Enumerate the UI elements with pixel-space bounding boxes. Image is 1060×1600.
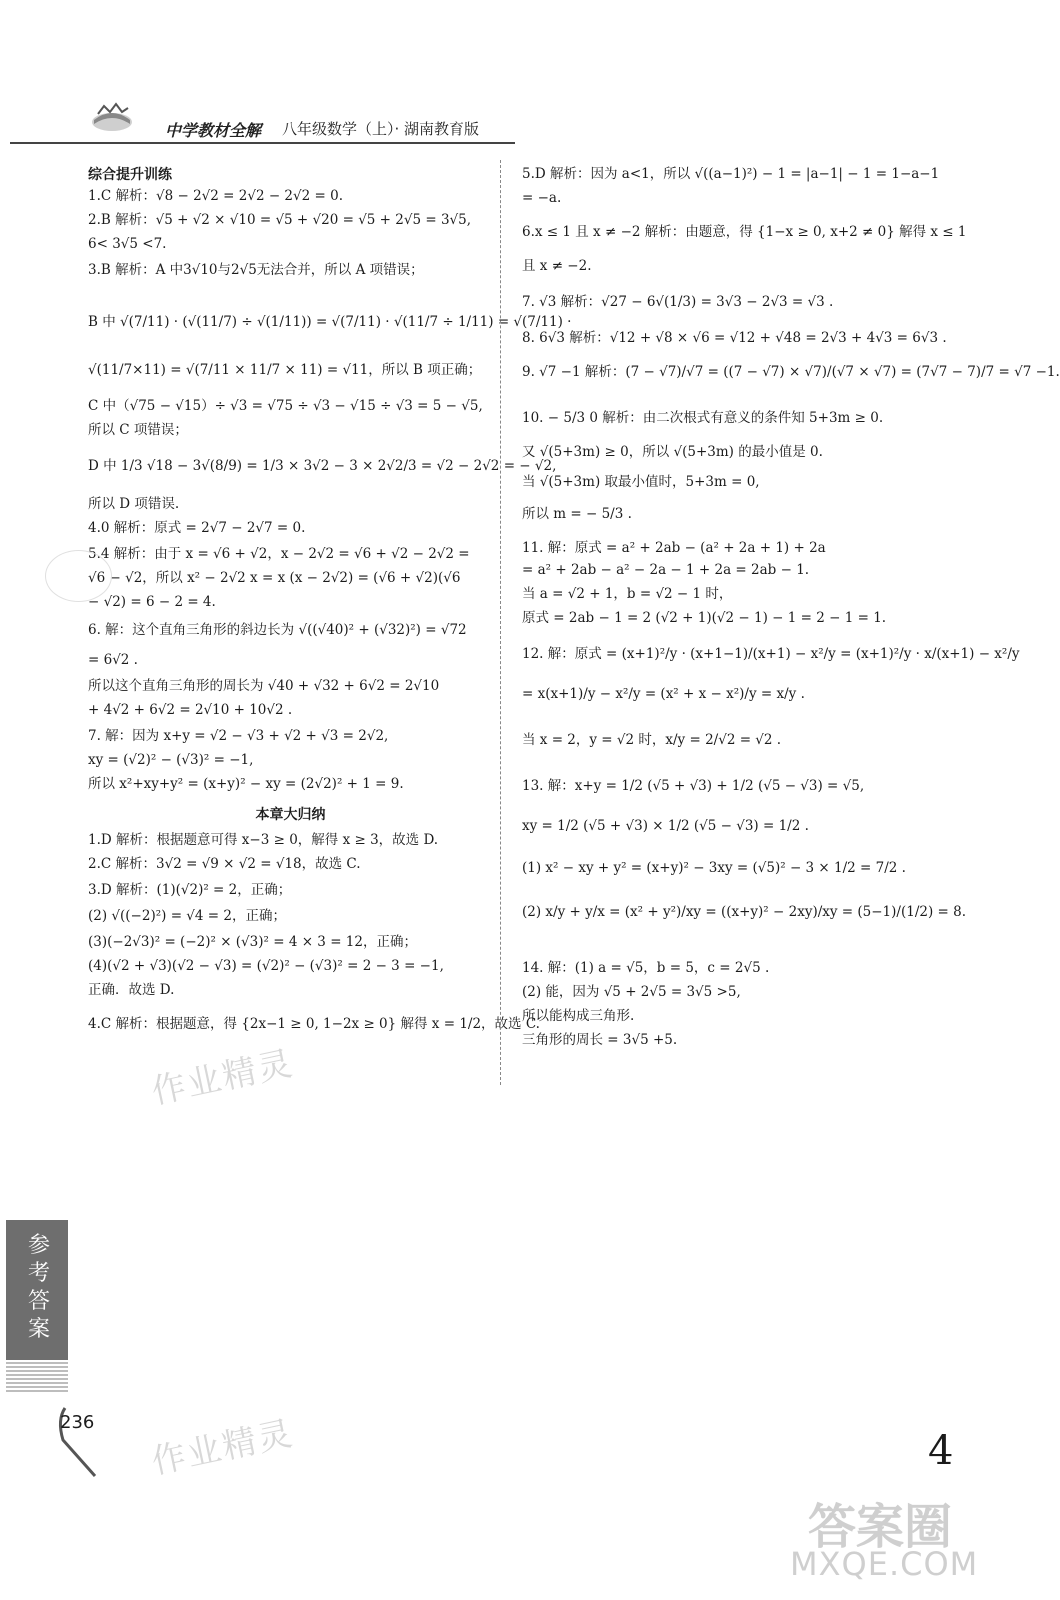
answer-line: D 中 1/3 √18 − 3√(8/9) = 1/3 × 3√2 − 3 × 2√2/3 = √2 − 2√2 = − √2, bbox=[88, 458, 557, 474]
site-watermark-url: MXQE.COM bbox=[790, 1545, 979, 1583]
answer-line: 所以 D 项错误. bbox=[88, 496, 180, 512]
tab-stripes bbox=[6, 1362, 68, 1392]
answer-line: (2) 能，因为 √5 + 2√5 = 3√5 >5, bbox=[522, 984, 741, 1000]
answer-line: = 6√2 . bbox=[88, 652, 138, 668]
answer-line: 8. 6√3 解析：√12 + √8 × √6 = √12 + √48 = 2√3 + 4√3 = 6√3 . bbox=[522, 330, 947, 346]
section-title: 本章大归纳 bbox=[255, 807, 326, 823]
answer-line: (2) √((−2)²) = √4 = 2，正确； bbox=[88, 908, 286, 924]
reference-answer-tab bbox=[6, 1220, 68, 1360]
answer-line: xy = 1/2 (√5 + √3) × 1/2 (√5 − √3) = 1/2 . bbox=[522, 818, 809, 834]
answer-line: (4)(√2 + √3)(√2 − √3) = (√2)² − (√3)² = 2 − 3 = −1, bbox=[88, 958, 444, 974]
answer-line: 当 x = 2，y = √2 时，x/y = 2/√2 = √2 . bbox=[522, 732, 782, 748]
answer-line: 所以能构成三角形. bbox=[522, 1008, 635, 1024]
faint-stamp bbox=[45, 550, 112, 602]
answer-line: 9. √7 −1 解析：(7 − √7)/√7 = ((7 − √7) × √7)/(√7 × √7) = (7√7 − 7)/7 = √7 −1. bbox=[522, 364, 1060, 380]
column-divider bbox=[500, 160, 501, 1085]
answer-line: 2.C 解析：3√2 = √9 × √2 = √18，故选 C. bbox=[88, 856, 361, 872]
answer-line: 4.C 解析：根据题意，得 {2x−1 ≥ 0, 1−2x ≥ 0} 解得 x = 1/2，故选 C. bbox=[88, 1016, 540, 1032]
answer-line: 三角形的周长 = 3√5 +5. bbox=[522, 1032, 678, 1048]
site-watermark: 答案圈 bbox=[808, 1499, 953, 1555]
answer-line: C 中（√75 − √15）÷ √3 = √75 ÷ √3 − √15 ÷ √3 = 5 − √5, bbox=[88, 398, 483, 414]
answer-line: 所以 m = − 5/3 . bbox=[522, 506, 632, 522]
answer-line: 3.B 解析：A 中3√10与2√5无法合并，所以 A 项错误； bbox=[88, 262, 424, 278]
answer-line: 正确．故选 D. bbox=[88, 982, 175, 998]
answer-line: 1.C 解析：√8 − 2√2 = 2√2 − 2√2 = 0. bbox=[88, 188, 343, 204]
answer-line: 6. 解：这个直角三角形的斜边长为 √((√40)² + (√32)²) = √72 bbox=[88, 622, 467, 638]
answer-line: − √2) = 6 − 2 = 4. bbox=[88, 594, 216, 610]
answer-line: 13. 解：x+y = 1/2 (√5 + √3) + 1/2 (√5 − √3) = √5, bbox=[522, 778, 865, 794]
answer-line: 5.4 解析：由于 x = √6 + √2，x − 2√2 = √6 + √2 − 2√2 = bbox=[88, 546, 470, 562]
answer-line: 当 √(5+3m) 取最小值时，5+3m = 0, bbox=[522, 474, 760, 490]
header-rule bbox=[10, 142, 515, 144]
answer-line: 5.D 解析：因为 a<1，所以 √((a−1)²) − 1 = |a−1| − 1 = 1−a−1 bbox=[522, 166, 940, 182]
answer-line: 6.x ≤ 1 且 x ≠ −2 解析：由题意，得 {1−x ≥ 0, x+2 ≠ 0} 解得 x ≤ 1 bbox=[522, 224, 967, 240]
page-number: 236 bbox=[60, 1412, 95, 1433]
answer-line: xy = (√2)² − (√3)² = −1, bbox=[88, 752, 254, 768]
answer-line: 2.B 解析：√5 + √2 × √10 = √5 + √20 = √5 + 2√5 = 3√5, bbox=[88, 212, 472, 228]
answer-line: 6< 3√5 <7. bbox=[88, 236, 167, 252]
answer-line: = x(x+1)/y − x²/y = (x² + x − x²)/y = x/y . bbox=[522, 686, 805, 702]
book-logo-icon bbox=[90, 102, 134, 132]
book-subtitle: 八年级数学（上）· 湖南教育版 bbox=[282, 120, 480, 138]
answer-line: 当 a = √2 + 1，b = √2 − 1 时， bbox=[522, 586, 733, 602]
answer-line: √6 − √2，所以 x² − 2√2 x = x (x − 2√2) = (√6 + √2)(√6 bbox=[88, 570, 461, 586]
answer-line: (2) x/y + y/x = (x² + y²)/xy = ((x+y)² − 2xy)/xy = (5−1)/(1/2) = 8. bbox=[522, 904, 966, 920]
watermark-text: 作业精灵 bbox=[148, 1413, 298, 1483]
answer-line: = a² + 2ab − a² − 2a − 1 + 2a = 2ab − 1. bbox=[522, 562, 810, 578]
answer-line: 所以 x²+xy+y² = (x+y)² − xy = (2√2)² + 1 = 9. bbox=[88, 776, 404, 792]
answer-line: B 中 √(7/11) · (√(11/7) ÷ √(1/11)) = √(7/11) · √(11/7 ÷ 1/11) = √(7/11) · bbox=[88, 314, 572, 330]
watermark-text: 作业精灵 bbox=[148, 1043, 298, 1113]
answer-line: 7. √3 解析：√27 − 6√(1/3) = 3√3 − 2√3 = √3 . bbox=[522, 294, 834, 310]
answer-line: √(11/7×11) = √(7/11 × 11/7 × 11) = √11，所以 B 项正确； bbox=[88, 362, 482, 378]
answer-line: 且 x ≠ −2. bbox=[522, 258, 592, 274]
answer-line: 12. 解：原式 = (x+1)²/y · (x+1−1)/(x+1) − x²/y = (x+1)²/y · x/(x+1) − x²/y bbox=[522, 646, 1020, 662]
answer-line: (3)(−2√3)² = (−2)² × (√3)² = 4 × 3 = 12，正确； bbox=[88, 934, 417, 950]
section-title: 综合提升训练 bbox=[88, 167, 172, 183]
answer-line: 7. 解：因为 x+y = √2 − √3 + √2 + √3 = 2√2, bbox=[88, 728, 389, 744]
answer-line: 原式 = 2ab − 1 = 2 (√2 + 1)(√2 − 1) − 1 = 2 − 1 = 1. bbox=[522, 610, 887, 626]
answer-line: 4.0 解析：原式 = 2√7 − 2√7 = 0. bbox=[88, 520, 306, 536]
answer-line: 1.D 解析：根据题意可得 x−3 ≥ 0，解得 x ≥ 3，故选 D. bbox=[88, 832, 439, 848]
answer-line: (1) x² − xy + y² = (x+y)² − 3xy = (√5)² − 3 × 1/2 = 7/2 . bbox=[522, 860, 906, 876]
answer-line: 14. 解：(1) a = √5，b = 5，c = 2√5 . bbox=[522, 960, 770, 976]
answer-line: 3.D 解析：(1)(√2)² = 2，正确； bbox=[88, 882, 292, 898]
side-tab-label: 参考答案 bbox=[28, 1233, 51, 1342]
answer-line: 又 √(5+3m) ≥ 0，所以 √(5+3m) 的最小值是 0. bbox=[522, 444, 823, 460]
answer-line: 11. 解：原式 = a² + 2ab − (a² + 2a + 1) + 2a bbox=[522, 540, 826, 556]
answer-line: = −a. bbox=[522, 190, 562, 206]
answer-line: 所以 C 项错误； bbox=[88, 422, 188, 438]
book-brand: 中学教材全解 bbox=[165, 121, 262, 140]
answer-line: 所以这个直角三角形的周长为 √40 + √32 + 6√2 = 2√10 bbox=[88, 678, 440, 694]
page-header bbox=[0, 96, 1000, 146]
answer-line: + 4√2 + 6√2 = 2√10 + 10√2 . bbox=[88, 702, 293, 718]
corner-number: 4 bbox=[928, 1428, 954, 1474]
answer-line: 10. − 5/3 0 解析：由二次根式有意义的条件知 5+3m ≥ 0. bbox=[522, 410, 884, 426]
